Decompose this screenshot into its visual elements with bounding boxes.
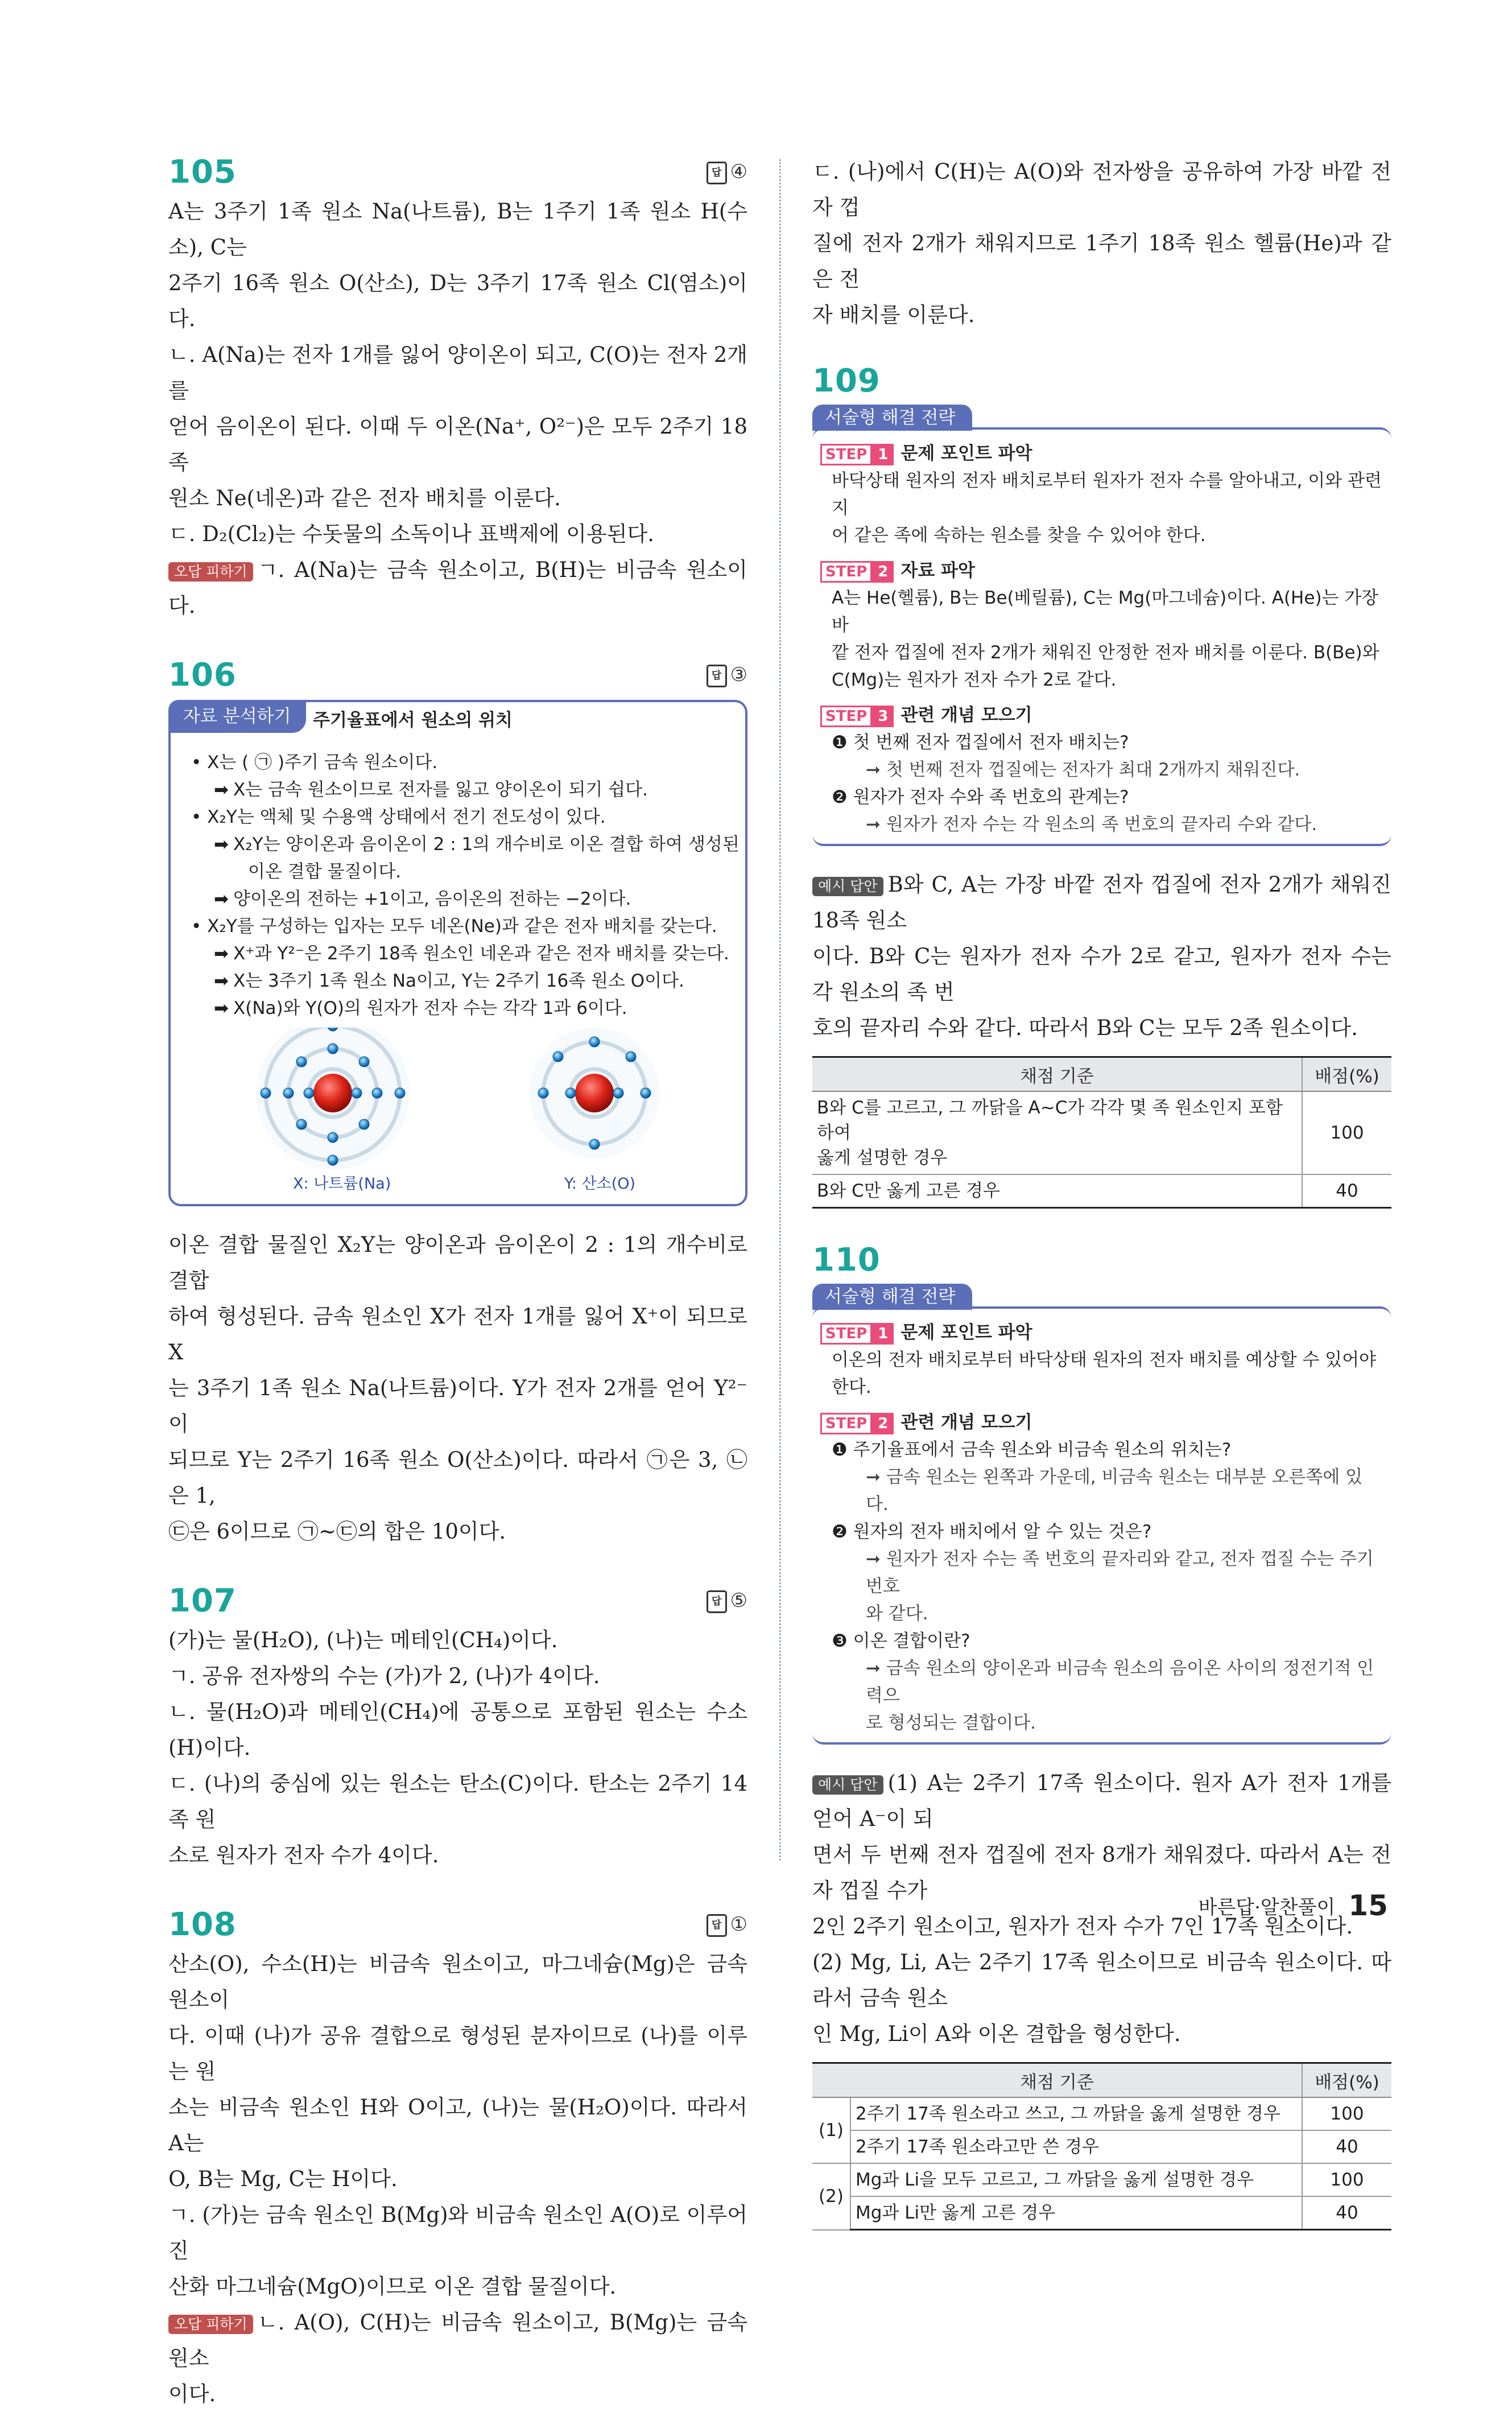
step-heading: STEP 3 관련 개념 모으기 [820,702,1383,729]
answer-label [707,160,747,184]
table-cell: 100 [1302,2163,1391,2196]
text-line: (가)는 물(H₂O), (나)는 메테인(CH₄)이다. [168,1628,558,1652]
question-110 [812,1242,1391,2230]
table-cell: 40 [1302,2196,1391,2230]
table-row [812,2196,1391,2230]
arrow-item: ➡ X₂Y는 양이온과 음이온이 2 : 1의 개수비로 이온 결합 하여 생성된 [214,834,740,855]
table-header: 배점(%) [1302,1057,1391,1092]
question-108-continued [812,154,1391,333]
text-line: 인 Mg, Li이 A와 이온 결합을 형성한다. [812,2022,1181,2046]
table-row [812,1174,1391,1208]
strategy-box [812,405,1391,851]
question-number: 107 [168,1582,237,1619]
concept-answer: ➞ 금속 원소는 왼쪽과 가운데, 비금속 원소는 대부분 오른쪽에 있다. [866,1467,1363,1515]
text-line: 소로 원자가 전자 수가 4이다. [168,1843,439,1867]
answer-icon: 답 [707,1914,727,1937]
table-cell: 40 [1302,2130,1391,2163]
atom-y-label: Y: 산소(O) [564,1175,636,1193]
concept-answer: ➞ 금속 원소의 양이온과 비금속 원소의 음이온 사이의 정전기적 인력으 [866,1658,1374,1706]
table-cell: 100 [1302,1091,1391,1174]
example-answer-tag: 예시 답안 [812,1775,883,1795]
text-line: ㄷ. (나)의 중심에 있는 원소는 탄소(C)이다. 탄소는 2주기 14족 원 [168,1771,747,1832]
concept-question: ❶ 첫 번째 전자 껍질에서 전자 배치는? [832,732,1129,753]
step-body: 이온의 전자 배치로부터 바닥상태 원자의 전자 배치를 예상할 수 있어야 한다. [832,1350,1377,1397]
table-cell: B와 C만 옳게 고른 경우 [812,1174,1302,1208]
wrong-answer-tag: 오답 피하기 [168,562,253,582]
arrow-item: ➡ X는 금속 원소이므로 전자를 잃고 양이온이 되기 쉽다. [214,780,648,800]
arrow-item-cont: 이온 결합 물질이다. [248,861,402,882]
wrong-answer-text: ㄴ. A(O), C(H)는 비금속 원소이고, B(Mg)는 금속 원소 [168,2310,747,2370]
concept-answer: ➞ 원자가 전자 수는 족 번호의 끝자리와 같고, 전자 껍질 수는 주기 번호 [866,1549,1374,1597]
step-heading: STEP 2 자료 파악 [820,557,1383,584]
table-cell: 2주기 17족 원소라고 쓰고, 그 까닭을 옳게 설명한 경우 [850,2097,1302,2130]
answer-value: ① [730,1913,747,1936]
strategy-tab: 서술형 해결 전략 [812,405,972,431]
answer-label [707,1589,747,1613]
question-number: 110 [812,1242,881,1279]
concept-question: ❶ 주기율표에서 금속 원소와 비금속 원소의 위치는? [832,1440,1232,1460]
text-line: O, B는 Mg, C는 H이다. [168,2167,398,2191]
analysis-list [191,749,745,1022]
step-heading: STEP 1 문제 포인트 파악 [820,1319,1383,1346]
wrong-answer-text: ㄱ. A(Na)는 금속 원소이고, B(H)는 비금속 원소이다. [168,558,747,618]
concept-question: ❷ 원자의 전자 배치에서 알 수 있는 것은? [832,1522,1152,1542]
example-answer-line: 예시 답안 (1) A는 2주기 17족 원소이다. 원자 A가 전자 1개를 얻어 A⁻이 되 [812,1771,1391,1831]
question-106 [168,657,747,1549]
text-line: ㄷ. (나)에서 C(H)는 A(O)와 전자쌍을 공유하여 가장 바깥 전자 껍 [812,159,1391,220]
arrow-item: ➡ 양이온의 전하는 +1이고, 음이온의 전하는 −2이다. [214,889,631,909]
text-line: 산소(O), 수소(H)는 비금속 원소이고, 마그네슘(Mg)은 금속 원소이 [168,1952,747,2012]
table-row [812,2163,1391,2196]
concept-answer: ➞ 첫 번째 전자 껍질에는 전자가 최대 2개까지 채워진다. [866,760,1300,780]
text-line: 는 3주기 1족 원소 Na(나트륨)이다. Y가 전자 2개를 얻어 Y²⁻이 [168,1376,747,1436]
footer-label: 바른답·알찬풀이 [1198,1896,1336,1919]
table-row [812,2130,1391,2163]
text-line: ㉢은 6이므로 ㉠~㉢의 합은 10이다. [168,1519,506,1544]
table-cell: 40 [1302,1174,1391,1208]
text-line: 자 배치를 이룬다. [812,303,975,327]
question-105 [168,154,747,624]
question-number: 109 [812,362,881,399]
table-cell: 2주기 17족 원소라고만 쓴 경우 [850,2130,1302,2163]
question-109 [812,362,1391,1209]
text-line: 2인 2주기 원소이고, 원자가 전자 수가 7인 17족 원소이다. [812,1914,1353,1939]
box-title: 주기율표에서 원소의 위치 [313,710,513,731]
step-body: A는 He(헬륨), B는 Be(베릴륨), C는 Mg(마그네슘)이다. A(He)는 가장 바 [832,588,1379,636]
text-line: 소는 비금속 원소인 H와 O이고, (나)는 물(H₂O)이다. 따라서 A는 [168,2095,747,2155]
question-number: 108 [168,1906,237,1943]
table-cell: Mg과 Li을 모두 고르고, 그 까닭을 옳게 설명한 경우 [850,2163,1302,2196]
text-line: 얻어 음이온이 된다. 이때 두 이온(Na⁺, O²⁻)은 모두 2주기 18족 [168,414,747,475]
text-line: 하여 형성된다. 금속 원소인 X가 전자 1개를 잃어 X⁺이 되므로 X [168,1304,747,1364]
table-header: 배점(%) [1302,2063,1391,2098]
wrong-answer-line [168,2304,747,2376]
bullet-item: • X₂Y를 구성하는 입자는 모두 네온(Ne)과 같은 전자 배치를 갖는다. [191,913,745,940]
table-subgroup-label: (1) [812,2097,850,2163]
arrow-item: ➡ X(Na)와 Y(O)의 원자가 전자 수는 각각 1과 6이다. [214,998,627,1019]
scoring-table [812,1056,1391,1209]
text-line: 질에 전자 2개가 채워지므로 1주기 18족 원소 헬륨(He)과 같은 전 [812,231,1391,291]
text-line: 되므로 Y는 2주기 16족 원소 O(산소)이다. 따라서 ㉠은 3, ㉡은 1, [168,1448,747,1508]
data-analysis-box [168,700,747,1206]
table-header: 채점 기준 [812,1057,1302,1092]
arrow-item: ➡ X는 3주기 1족 원소 Na이고, Y는 2주기 16족 원소 O이다. [214,971,684,991]
text-line: A는 3주기 1족 원소 Na(나트륨), B는 1주기 1족 원소 H(수소), C는 [168,199,747,259]
answer-icon: 답 [707,1590,727,1613]
answer-label [707,1913,747,1937]
text-line: 산화 마그네슘(MgO)이므로 이온 결합 물질이다. [168,2274,617,2299]
answer-value: ④ [730,160,747,183]
arrow-item: ➡ X⁺과 Y²⁻은 2주기 18족 원소인 네온과 같은 전자 배치를 갖는다. [214,943,729,964]
table-cell: B와 C를 고르고, 그 까닭을 A~C가 각각 몇 족 원소인지 포함하여 옳게 설명한 경우 [812,1091,1302,1174]
bullet-item: • X는 ( ㉠ )주기 금속 원소이다. [191,749,745,776]
table-cell: Mg과 Li만 옳게 고른 경우 [850,2196,1302,2230]
example-answer-tag: 예시 답안 [812,877,883,896]
example-answer-line: 예시 답안 B와 C, A는 가장 바깥 전자 껍질에 전자 2개가 채워진 18족 원소 [812,872,1391,933]
step-body: 바닥상태 원자의 전자 배치로부터 원자가 전자 수를 알아내고, 이와 관련지 [832,471,1382,518]
answer-label [707,663,747,687]
left-column [168,154,747,2412]
oxygen-atom-icon [529,1028,660,1158]
concept-answer-cont: 와 같다. [866,1603,928,1624]
atom-model-svg [171,1028,745,1193]
text-line: ㄱ. 공유 전자쌍의 수는 (가)가 2, (나)가 4이다. [168,1664,600,1688]
sodium-atom-icon [256,1028,410,1170]
text-line: ㄴ. 물(H₂O)과 메테인(CH₄)에 공통으로 포함된 원소는 수소(H)이다. [168,1700,747,1760]
text-line: 면서 두 번째 전자 껍질에 전자 8개가 채워졌다. 따라서 A는 전자 껍질 수가 [812,1842,1391,1903]
text-line: 원소 Ne(네온)과 같은 전자 배치를 이룬다. [168,486,561,510]
bullet-item: • X₂Y는 액체 및 수용액 상태에서 전기 전도성이 있다. [191,803,745,831]
concept-question: ❸ 이온 결합이란? [832,1631,970,1651]
concept-answer-cont: 로 형성되는 결합이다. [866,1713,1036,1733]
scoring-table [812,2062,1391,2230]
question-number: 106 [168,657,237,694]
text-line: 다. 이때 (나)가 공유 결합으로 형성된 분자이므로 (나)를 이루는 원 [168,2023,747,2084]
text-line: 이온 결합 물질인 X₂Y는 양이온과 음이온이 2 : 1의 개수비로 결합 [168,1232,747,1293]
question-107 [168,1582,747,1873]
strategy-tab: 서술형 해결 전략 [812,1284,972,1310]
page-footer [1199,1889,1388,1922]
text-line: ㄱ. (가)는 금속 원소인 B(Mg)와 비금속 원소인 A(O)로 이루어진 [168,2203,747,2263]
table-subgroup-label: (2) [812,2163,850,2230]
table-header: 채점 기준 [812,2063,1302,2098]
answer-value: ⑤ [730,1589,747,1612]
atom-x-label: X: 나트륨(Na) [293,1175,391,1193]
answer-value: ③ [730,663,747,686]
text-line: 2주기 16족 원소 O(산소), D는 3주기 17족 원소 Cl(염소)이다. [168,271,747,331]
page-number: 15 [1348,1889,1388,1922]
answer-icon: 답 [707,162,727,184]
atom-diagrams [171,1028,745,1193]
strategy-box [812,1284,1391,1749]
step-body: 깥 전자 껍질에 전자 2개가 채워진 안정한 전자 배치를 이룬다. B(Be)와 [832,642,1379,663]
question-number: 105 [168,154,237,191]
table-row [812,1091,1391,1174]
table-cell: 100 [1302,2097,1391,2130]
text-line: ㄴ. A(Na)는 전자 1개를 잃어 양이온이 되고, C(O)는 전자 2개를 [168,343,747,403]
step-heading: STEP 2 관련 개념 모으기 [820,1409,1383,1436]
concept-answer: ➞ 원자가 전자 수는 각 원소의 족 번호의 끝자리 수와 같다. [866,814,1317,835]
answer-icon: 답 [707,665,727,687]
text-line: 이다. [168,2382,216,2406]
step-heading: STEP 1 문제 포인트 파악 [820,440,1383,467]
box-tab: 자료 분석하기 [168,700,306,733]
text-line: 이다. B와 C는 원자가 전자 수가 2로 같고, 원자가 전자 수는 각 원소의 족 번 [812,944,1391,1004]
text-line: 호의 끝자리 수와 같다. 따라서 B와 C는 모두 2족 원소이다. [812,1016,1358,1040]
step-body: 어 같은 족에 속하는 원소를 찾을 수 있어야 한다. [832,525,1206,546]
question-108 [168,1906,747,2412]
concept-question: ❷ 원자가 전자 수와 족 번호의 관계는? [832,787,1129,807]
text-line: ㄷ. D₂(Cl₂)는 수돗물의 소독이나 표백제에 이용된다. [168,522,655,546]
text-line: (2) Mg, Li, A는 2주기 17족 원소이므로 비금속 원소이다. 따라서 금속 원소 [812,1950,1391,2010]
table-row [812,2097,1391,2130]
wrong-answer-line [168,552,747,624]
column-divider [779,159,781,1861]
step-body: C(Mg)는 원자가 전자 수가 2로 같다. [832,670,1117,690]
wrong-answer-tag: 오답 피하기 [168,2315,253,2334]
